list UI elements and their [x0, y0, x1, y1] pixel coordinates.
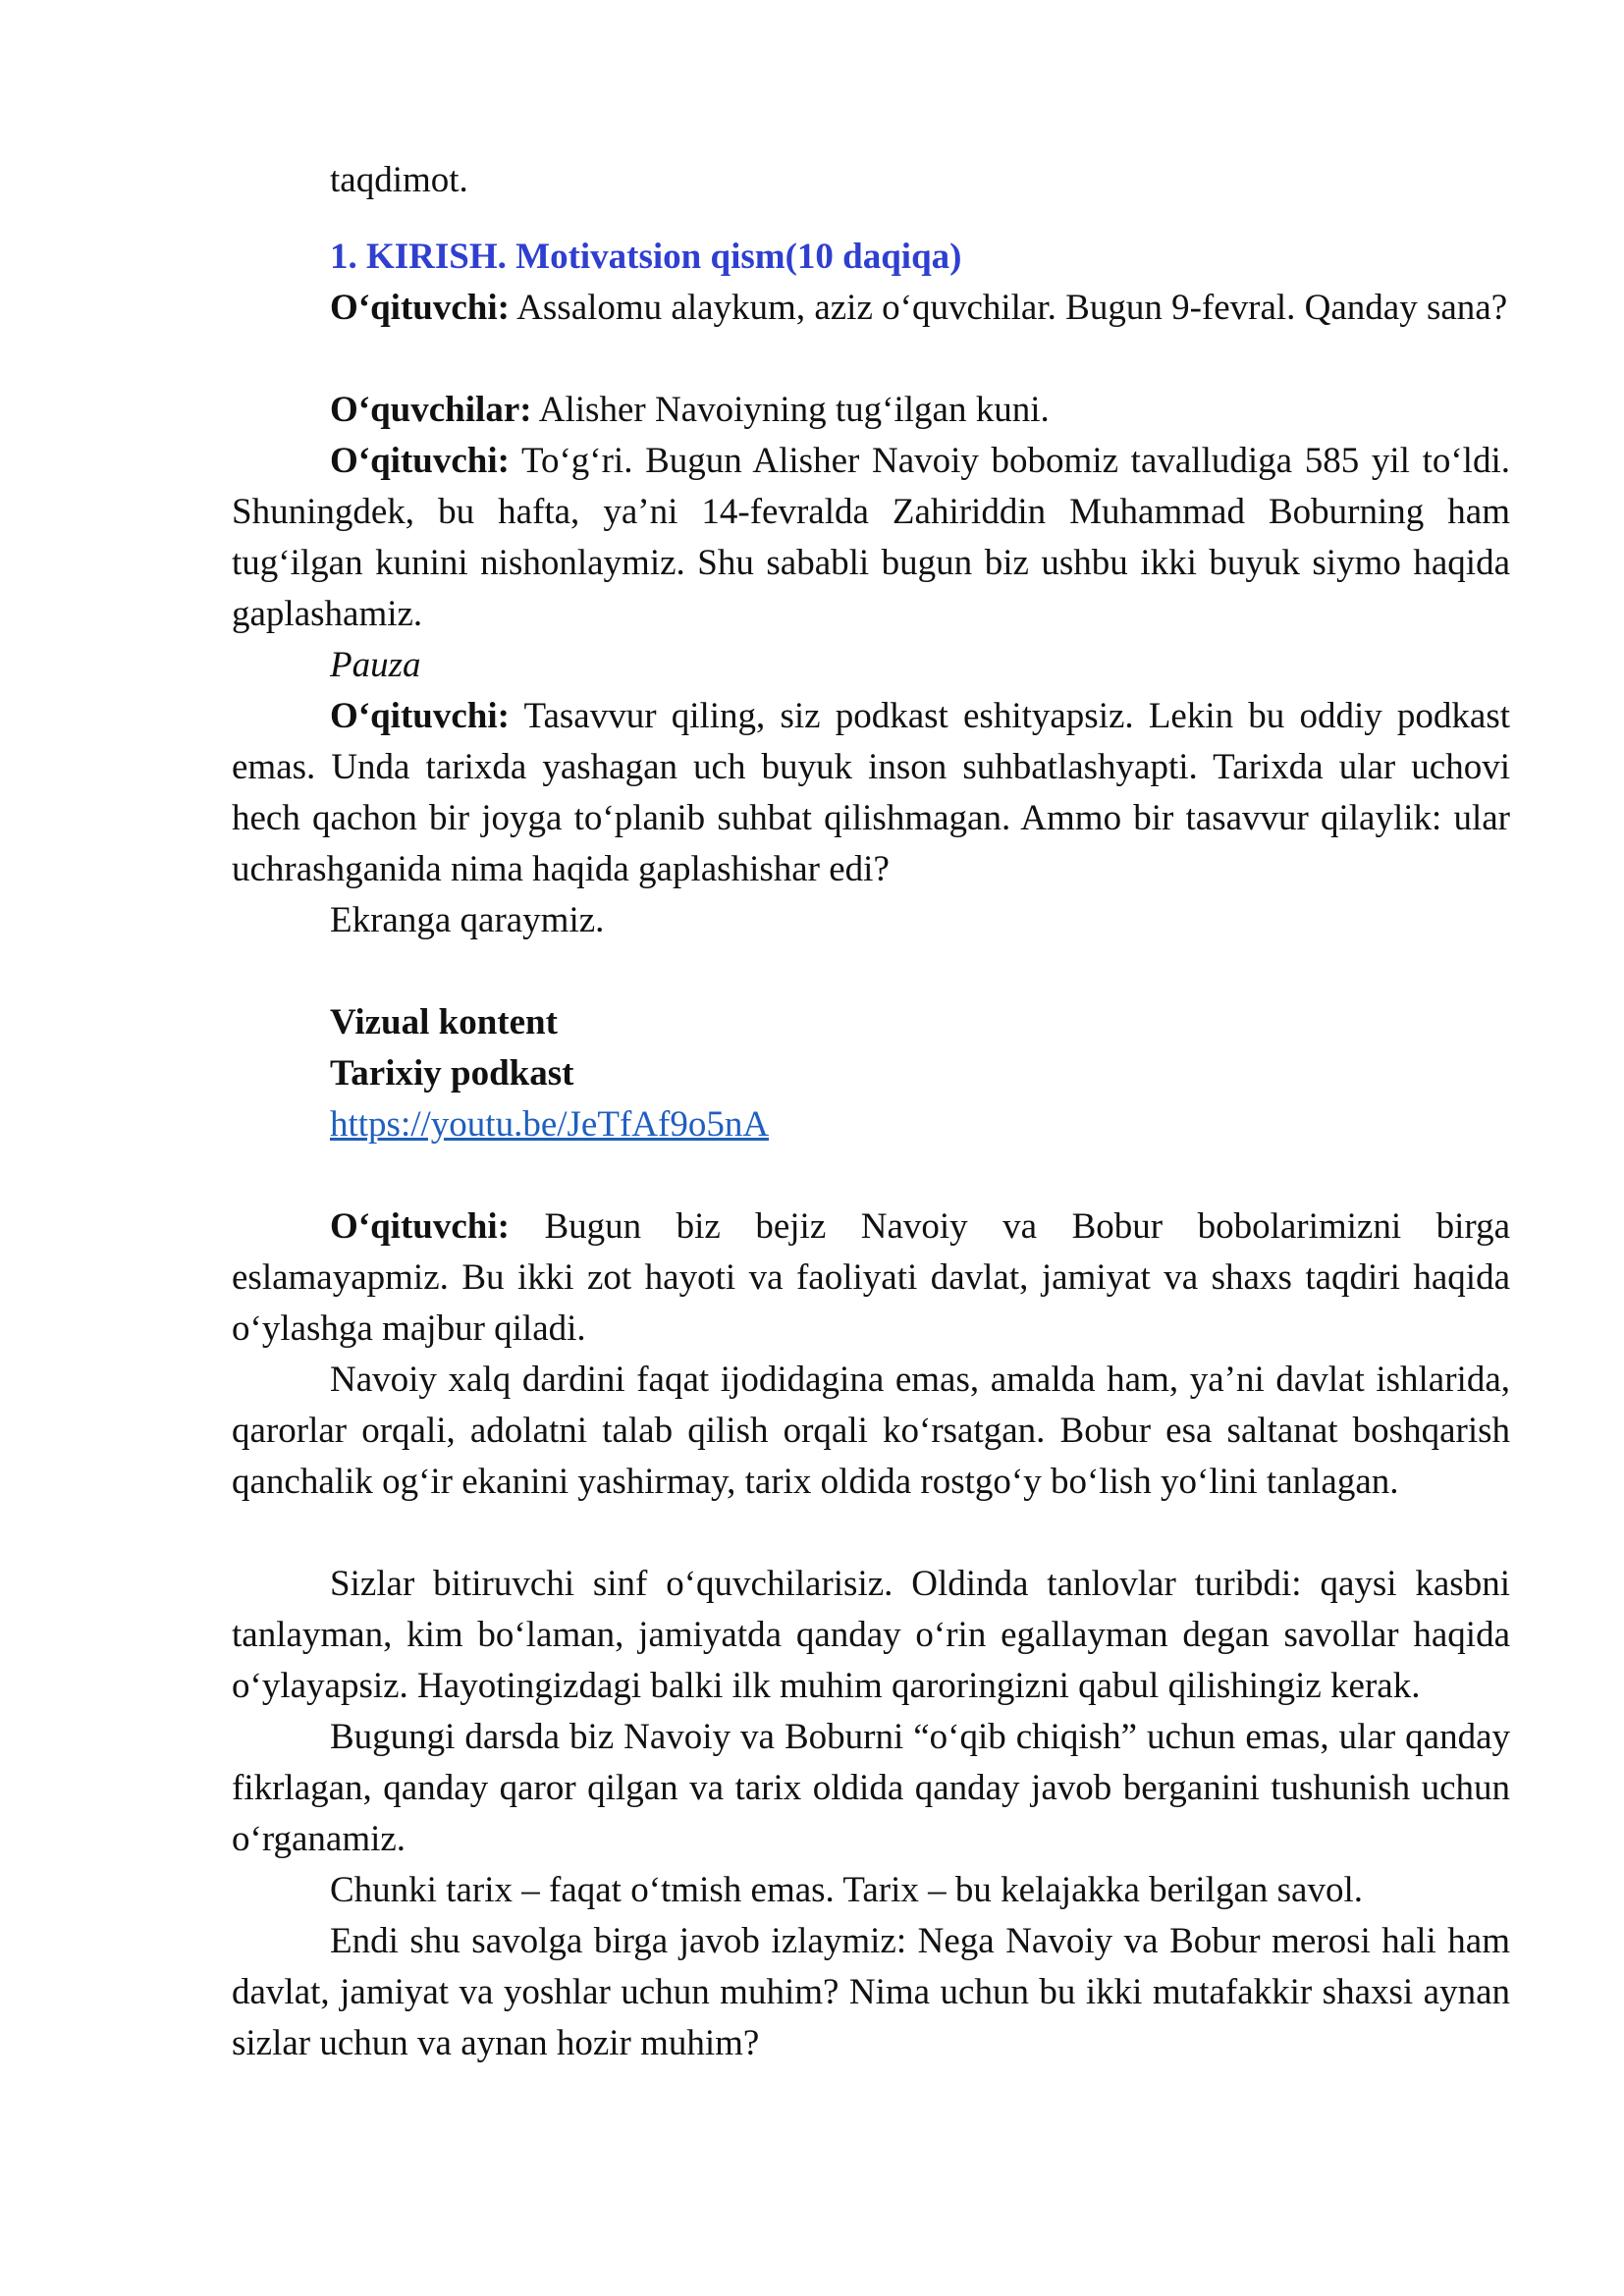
- speaker-label: O‘qituvchi:: [330, 696, 510, 736]
- screen-line: Ekranga qaraymiz.: [330, 900, 605, 940]
- podcast-link-line: [232, 1099, 1510, 1150]
- visual-content-title: Vizual kontent: [330, 1002, 558, 1042]
- speaker-label: O‘qituvchi:: [330, 1206, 510, 1247]
- dialogue-text: Assalomu alaykum, aziz o‘quvchilar. Bugun 9-fevral. Qanday sana?: [509, 288, 1508, 328]
- paragraph-bugungi: Bugungi darsda biz Navoiy va Boburni “o‘qib chiqish” uchun emas, ular qanday fikrlagan, qanday qaror qilgan va tarix oldida qanday javob berganini tushunish uchun o‘rganamiz.: [232, 1717, 1510, 1859]
- paragraph-taqdimot: taqdimot.: [330, 160, 468, 200]
- dialogue-text: Tasavvur qiling, siz podkast eshityapsiz. Lekin bu oddiy podkast emas. Unda tarixda yashagan uch buyuk inson suhbatlashyapti. Tarixda ular uchovi hech qachon bir joyga to‘planib suhbat qilishmagan. Ammo bir tasavvur qilaylik: ular uchrashganida nima haqida gaplashishar edi?: [232, 696, 1510, 889]
- dialogue-text: Bugun biz bejiz Navoiy va Bobur bobolarimizni birga eslamayapmiz. Bu ikki zot hayoti va faoliyati davlat, jamiyat va shaxs taqdiri haqida o‘ylashga majbur qiladi.: [232, 1206, 1510, 1349]
- dialogue-teacher-4: [232, 1201, 1510, 1355]
- paragraph-sizlar: Sizlar bitiruvchi sinf o‘quvchilarisiz. Oldinda tanlovlar turibdi: qaysi kasbni tanlayman, kim bo‘laman, jamiyatda qanday o‘rin egallayman degan savollar haqida o‘ylayapsiz. Hayotingizdagi balki ilk muhim qaroringizni qabul qilishingiz kerak.: [232, 1564, 1510, 1706]
- dialogue-text: To‘g‘ri. Bugun Alisher Navoiy bobomiz tavalludiga 585 yil to‘ldi. Shuningdek, bu hafta, ya’ni 14-fevralda Zahiriddin Muhammad Boburning ham tug‘ilgan kunini nishonlaymiz. Shu sababli bugun biz ushbu ikki buyuk siymo haqida gaplashamiz.: [232, 441, 1510, 634]
- dialogue-teacher-1: [232, 283, 1510, 334]
- paragraph-navoiy: Navoiy xalq dardini faqat ijodidagina emas, amalda ham, ya’ni davlat ishlarida, qarorlar orqali, adolatni talab qilish orqali ko‘rsatgan. Bobur esa saltanat boshqarish qanchalik og‘ir ekanini yashirmay, tarix oldida rostgo‘y bo‘lish yo‘lini tanlagan.: [232, 1360, 1510, 1502]
- dialogue-text: Alisher Navoiyning tug‘ilgan kuni.: [531, 390, 1050, 430]
- podcast-title: Tarixiy podkast: [330, 1053, 574, 1094]
- section-heading: 1. KIRISH. Motivatsion qism(10 daqiqa): [330, 237, 962, 277]
- podcast-link[interactable]: https://youtu.be/JeTfAf9o5nA: [330, 1104, 770, 1145]
- paragraph-chunki: Chunki tarix – faqat o‘tmish emas. Tarix – bu kelajakka berilgan savol.: [330, 1870, 1363, 1910]
- speaker-label: O‘quvchilar:: [330, 390, 532, 430]
- speaker-label: O‘qituvchi:: [330, 441, 510, 481]
- dialogue-teacher-2: [232, 436, 1510, 640]
- dialogue-students: [232, 385, 1510, 436]
- paragraph-endi: Endi shu savolga birga javob izlaymiz: Nega Navoiy va Bobur merosi hali ham davlat, jamiyat va yoshlar uchun muhim? Nima uchun bu ikki mutafakkir shaxsi aynan sizlar uchun va aynan hozir muhim?: [232, 1921, 1510, 2063]
- speaker-label: O‘qituvchi:: [330, 288, 510, 328]
- dialogue-teacher-3: [232, 691, 1510, 895]
- pause-label: Pauza: [330, 645, 421, 685]
